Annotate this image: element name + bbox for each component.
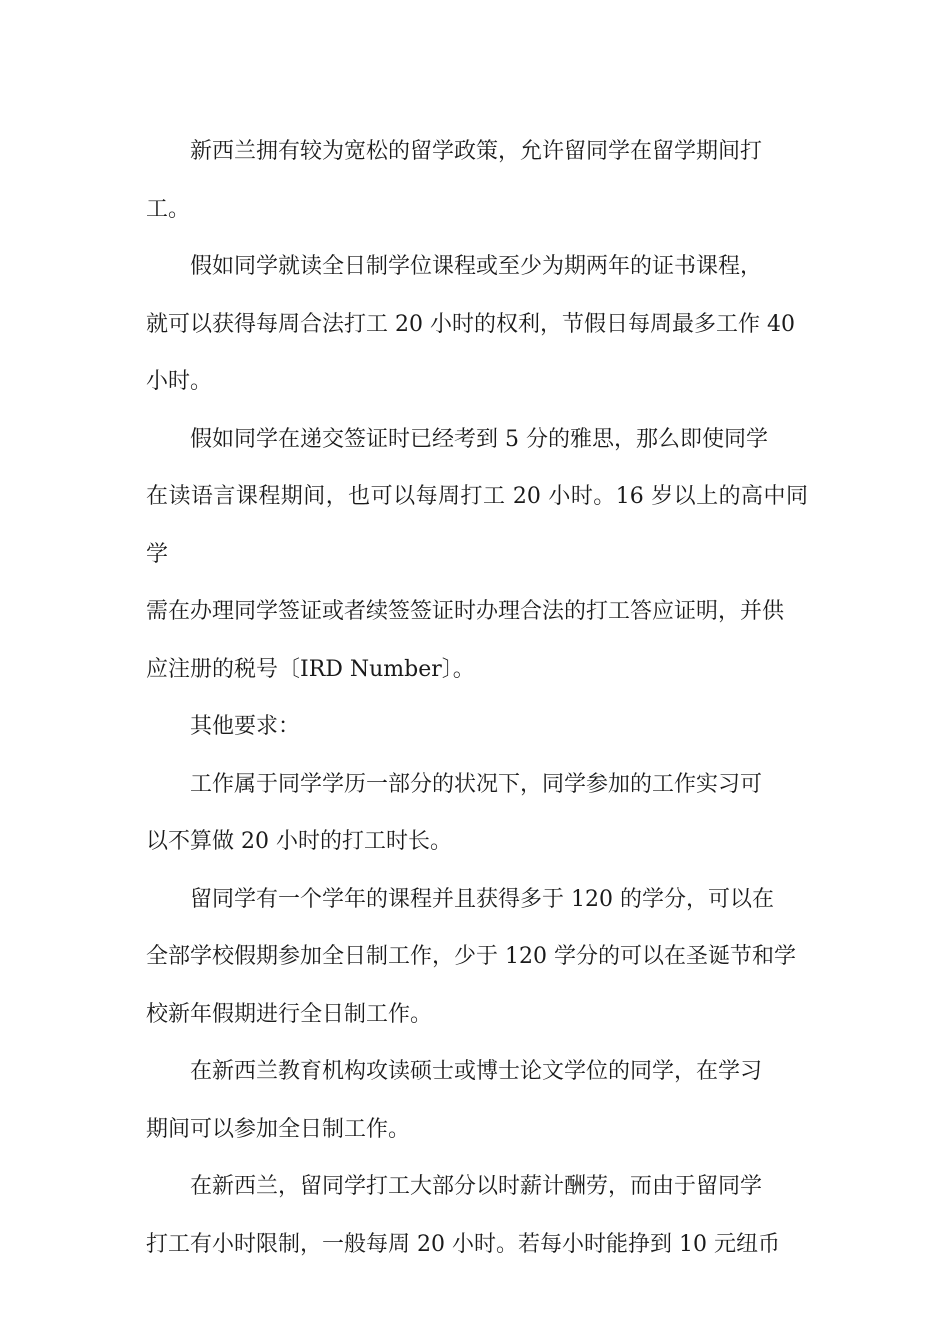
text-line: 工作属于同学学历一部分的状况下，同学参加的工作实习可: [190, 771, 763, 797]
text-line: 新西兰拥有较为宽松的留学政策，允许留同学在留学期间打: [190, 139, 763, 164]
document-body: [146, 123, 808, 1273]
paragraph-postgraduate: [146, 1043, 808, 1158]
text-line: 在读语言课程期间，也可以每周打工 20 小时。16 岁以上的高中同学: [146, 484, 808, 567]
text-line: 打工有小时限制，一般每周 20 小时。若每小时能挣到 10 元纽币: [146, 1231, 780, 1257]
text-line: 应注册的税号〔IRD Number〕。: [146, 656, 475, 682]
paragraph-hourly-wage: [146, 1158, 808, 1273]
text-line: 工。: [146, 196, 191, 222]
text-line: 期间可以参加全日制工作。: [146, 1116, 411, 1142]
text-line: 全部学校假期参加全日制工作，少于 120 学分的可以在圣诞节和学: [146, 944, 796, 969]
paragraph-work-policy: [146, 123, 808, 238]
text-line: 校新年假期进行全日制工作。: [146, 1001, 433, 1027]
paragraph-internship: [146, 756, 808, 871]
paragraph-other-requirements-heading: [146, 698, 808, 756]
text-line: 其他要求：: [190, 714, 301, 739]
text-line: 需在办理同学签证或者续签签证时办理合法的打工答应证明，并供: [146, 599, 785, 624]
paragraph-degree-course: [146, 238, 808, 411]
text-line: 就可以获得每周合法打工 20 小时的权利，节假日每周最多工作 40: [146, 311, 795, 337]
text-line: 留同学有一个学年的课程并且获得多于 120 的学分，可以在: [190, 886, 774, 912]
text-line: 在新西兰，留同学打工大部分以时薪计酬劳，而由于留同学: [190, 1174, 763, 1199]
text-line: 在新西兰教育机构攻读硕士或博士论文学位的同学，在学习: [190, 1059, 763, 1084]
text-line: 假如同学就读全日制学位课程或至少为期两年的证书课程，: [190, 254, 763, 279]
paragraph-credits: [146, 871, 808, 1044]
text-line: 以不算做 20 小时的打工时长。: [146, 829, 452, 854]
paragraph-ielts: [146, 411, 808, 699]
text-line: 假如同学在递交签证时已经考到 5 分的雅思，那么即使同学: [190, 426, 768, 452]
text-line: 小时。: [146, 369, 213, 394]
